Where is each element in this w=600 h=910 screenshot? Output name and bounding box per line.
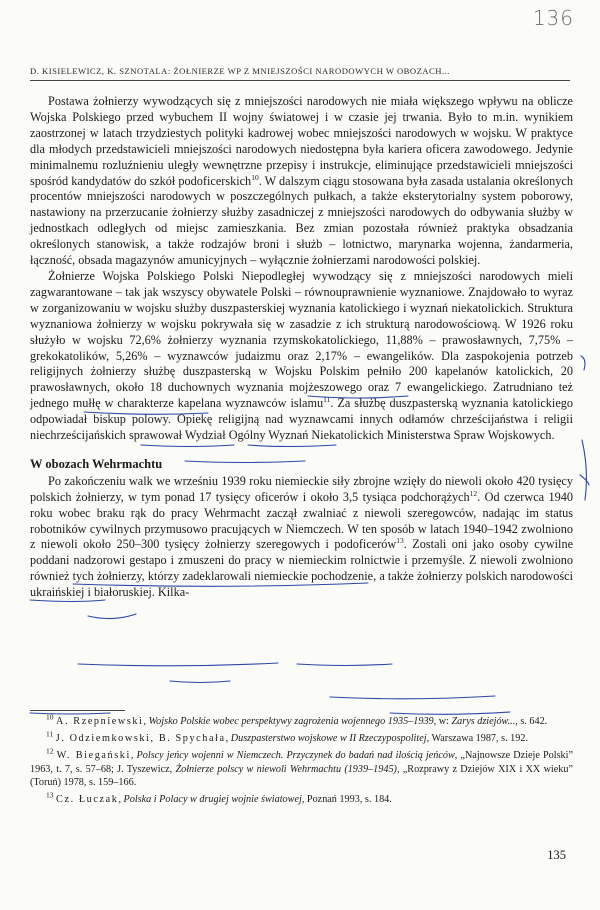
margin-bracket-mark: [580, 356, 589, 500]
footnote-ref-13[interactable]: 13: [396, 536, 404, 546]
footnote-title: Duszpasterstwo wojskowe w II Rzeczypospolitej: [230, 733, 427, 745]
header-rule: [30, 80, 570, 81]
paragraph-3: [30, 474, 573, 601]
body-text: [30, 94, 573, 601]
footnote-author: A. Rzepniewski: [56, 716, 144, 727]
paragraph-3-text-a: Po zakończeniu walk we wrześniu 1939 roku niemieckie siły zbrojne wzięły do niewoli około 420 tysięcy polskich żołnierzy, w tym ponad 17 tysięcy oficerów i około 3,5 tysiąca podchorążych: [30, 473, 573, 504]
footnote-rest-2: , „Rozprawy z Dziejów XIX i XX wieku” (Toruń) 1978, s. 159–166.: [30, 763, 573, 788]
underline-zadeklarowali: [30, 696, 495, 714]
footnote-ref-12[interactable]: 12: [469, 488, 478, 498]
footnote-author: Cz. Łuczak: [56, 794, 119, 806]
paragraph-2: [30, 269, 573, 444]
footnote-ref-10[interactable]: 10: [251, 172, 259, 182]
footnote-title-2: Żołnierze polscy w niewoli Wehrmachtu (1939–1945): [175, 763, 397, 775]
footnote-rest: , w:: [433, 716, 452, 727]
footnote-title: Wojsko Polskie wobec perspektywy zagrożenia wojennego 1935–1939: [148, 716, 434, 727]
footnote-12: $^{12}$ W. Biegański, Polscy jeńcy wojenni w Niemczech. Przyczynek do badań nad ilością jeńców, „Najnowsze Dzieje Polski” 1963, t. 7, s. 57–68; J. Tyszewicz, Żołnierze polscy w niewoli Wehrmachtu (1939–1945), „Rozprawy z Dziejów XIX i XX wieku” (Toruń) 1978, s. 159–166.: [30, 747, 573, 788]
paragraph-3-text-c: . Zostali oni jako osoby cywilne poddani nadzorowi gestapo i zmuszeni do pracy w niemieckim rolnictwie i przemyśle. Z niewoli zwolniono również tych żołnierzy, którzy zadeklarowali niemieckie pochodzenie, a także żołnierzy polskich narodowości ukraińskiej i białoruskiej. Kilka-: [30, 537, 574, 600]
running-head: D. KISIELEWICZ, K. SZNOTALA: ŻOŁNIERZE WP Z MNIEJSZOŚCI NARODOWYCH W OBOZACH...: [30, 66, 450, 76]
footnote-13: $^{13}$ Cz. Łuczak, Polska i Polacy w drugiej wojnie światowej, Poznań 1993, s. 184.: [46, 790, 392, 806]
footnote-rest: , Poznań 1993, s. 184.: [301, 794, 392, 806]
paragraph-1-end: . W dalszym ciągu stosowana była zasada ustalania określonych procentów mniejszości narodowych w poszczególnych pułkach, a także eksterytorialny system poborowy, nastawiony na przerzucanie żołnierzy służby zasadniczej z mniejszości narodowych do odbywania służby w jednostkach odległych od miejsc zamieszkania. Bez zmian pozostała również praktyka obsadzania określonych stanowisk, a także rodzajów broni i służb – lotnictwo, marynarka wojenna, żandarmeria, łączność, obsada magazynów amunicyjnych – wyłącznie żołnierzami narodowości polskiej.: [30, 173, 573, 268]
paragraph-2-text: Żołnierze Wojska Polskiego Polski Niepodległej wywodzący się z mniejszości narodowych mieli zagwarantowane – tak jak wszyscy obywatele Polski – równouprawnienie wyznaniowe. Znajdowało to wyraz w zorganizowaniu w wojsku służby duszpasterskiej wyznania katolickiego i wyznań niekatolickich. Struktura wyznaniowa żołnierzy w wojsku pokrywała się w zasadzie z ich strukturą narodowościową. W 1926 roku służyło w wojsku 72,6% żołnierzy wyznania rzymskokatolickiego, 11,88% – prawosławnych, 7,75% – grekokatolików, 5,26% – wyznawców judaizmu oraz 2,17% – ewangelików. Dla zaspokojenia potrzeb religijnych żołnierzy służbę duszpasterską w Wojsku Polskim pełniło 200 kapelanów katolickich, 20 prawosławnych, około 18 duchownych wyznania mojżeszowego oraz 7 ewangelickiego. Zatrudniano też jednego mułłę w charakterze kapelana wyznawców islamu: [30, 268, 573, 411]
footnote-author: J. Odziemkowski, B. Spychała: [55, 733, 226, 745]
footnote-title: Polska i Polacy w drugiej wojnie światowej: [123, 794, 302, 806]
footnote-ref-11[interactable]: 11: [323, 395, 331, 405]
footnote-10: $^{10}$ A. Rzepniewski, Wojsko Polskie wobec perspektywy zagrożenia wojennego 1935–1939, w: Zarys dziejów..., s. 642.: [46, 712, 548, 727]
footnote-rest: , Warszawa 1987, s. 192.: [426, 733, 528, 745]
underline-nadzorowi: [170, 681, 230, 683]
section-heading: W obozach Wehrmachtu: [30, 456, 163, 471]
underline-zwalniac: [88, 614, 136, 619]
footnote-number: 11: [46, 729, 54, 739]
paragraph-1-text: Postawa żołnierzy wywodzących się z mniejszości narodowych nie miała większego wpływu na oblicze Wojska Polskiego przed wybuchem II wojny światowej i w czasie jej trwania. Było to m.in. wynikiem zaostrzonej w latach trzydziestych polityki kadrowej wobec mniejszości narodowych w wojsku. W praktyce dla młodych przedstawicieli mniejszości narodowych niedostępna była kariera oficera zawodowego. Jedynie minimalnemu rozluźnieniu uległy wewnętrzne przepisy i instrukcje, eliminujące przedstawicieli mniejszości spośród kandydatów do szkół podoficerskich: [30, 94, 573, 188]
footnote-number: 10: [46, 712, 54, 722]
page-number: 135: [547, 848, 566, 862]
footnote-author: W. Biegański: [56, 750, 131, 762]
footnote-number: 12: [46, 747, 54, 757]
footnote-rule: [30, 710, 125, 711]
footnote-title: Polscy jeńcy wojenni w Niemczech. Przyczynek do badań nad ilością jeńców: [136, 750, 455, 762]
footnote-rest-2: , s. 642.: [515, 716, 548, 727]
footnotes: [30, 712, 573, 810]
footnote-title-2: Zarys dziejów...: [451, 716, 516, 727]
underline-250-300: [78, 663, 392, 666]
paragraph-3-text-b: . Od czerwca 1940 roku wobec braku rąk do pracy Wehrmacht zaczął zwalniać z niewoli szeregowców, nadając im status robotników cywilnych przymusowo pracujących w Niemczech. W ten sposób w latach 1940–1942 zwolniono z niewoli około 250–300 tysięcy żołnierzy szeregowych i podoficerów: [30, 489, 573, 552]
underline-ukrainskiej: [390, 712, 510, 714]
paragraph-1: [30, 94, 573, 269]
handwritten-page-number: 136: [532, 6, 574, 30]
footnote-11: $^{11}$ J. Odziemkowski, B. Spychała, Duszpasterstwo wojskowe w II Rzeczypospolitej, Warszawa 1987, s. 192.: [46, 729, 528, 745]
paragraph-2-end: . Za służbę duszpasterską wyznania katolickiego odpowiadał biskup polowy. Opiekę religijną nad wyznawcami innych odłamów chrześcijaństwa i religii niechrześcijańskich sprawował Wydział Ogólny Wyznań Niekatolickich Ministerstwa Spraw Wojskowych.: [30, 396, 574, 443]
footnote-rest: , „Najnowsze Dzieje Polski” 1963, t. 7, s. 57–68; J. Tyszewicz,: [30, 750, 573, 775]
footnote-number: 13: [46, 790, 54, 800]
